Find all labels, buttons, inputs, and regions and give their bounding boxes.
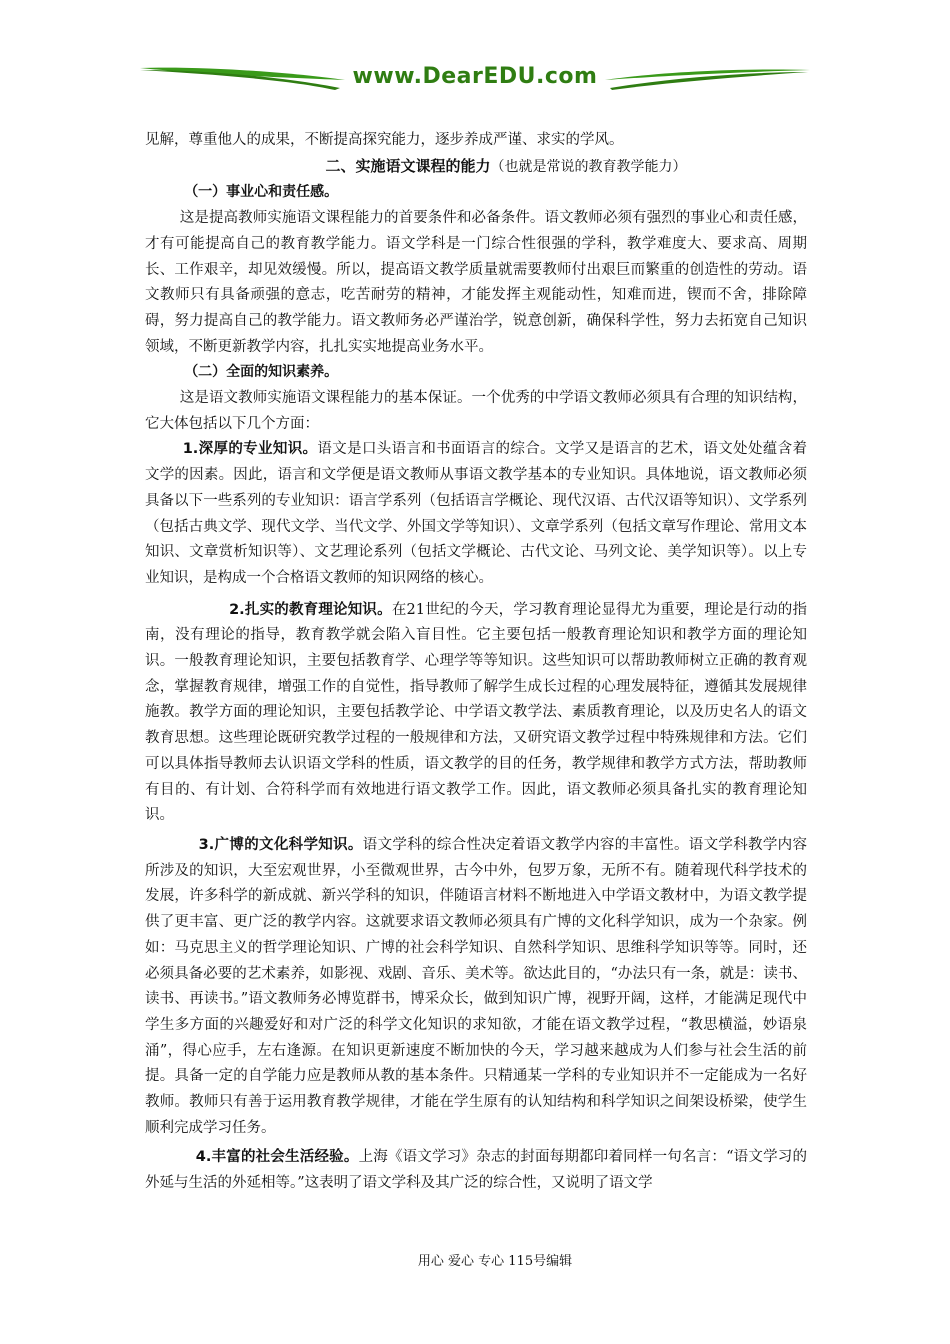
point-text: 上海《语文学习》杂志的封面每期都印着同样一句名言：“语文学习的外延与生活的外延相等。”这表明了语文学科及其广泛的综合性，又说明了语文学 bbox=[145, 1149, 807, 1192]
paragraph: 见解，尊重他人的成果，不断提高探究能力，逐步养成严谨、求实的学风。 bbox=[145, 132, 624, 148]
point-text: 语文学科的综合性决定着语文教学内容的丰富性。语文学科教学内容所涉及的知识，大至宏观世界，小至微观世界，古今中外，包罗万象，无所不有。随着现代科学技术的发展，许多科学的新成就、新兴学科的知识，伴随语言材料不断地进入中学语文教材中，为语文教学提供了更丰富、更广泛的教学内容。这就要求语文教师必须具有广博的文化科学知识，成为一个杂家。例如：马克思主义的哲学理论知识、广博的社会科学知识、自然科学知识、思维科学知识等等。同时，还必须具备必要的艺术素养，如影视、戏剧、音乐、美术等。欲达此目的，“办法只有一条，就是：读书、读书、再读书。”语文教师务必博览群书，博采众长，做到知识广博，视野开阔，这样，才能满足现代中学生多方面的兴趣爱好和对广泛的科学文化知识的求知欲，才能在语文教学过程，“教思横溢，妙语泉涌”，得心应手，左右逢源。在知识更新速度不断加快的今天，学习越来越成为人们参与社会生活的前提。具备一定的自学能力应是教师从教的基本条件。只精通某一学科的专业知识并不一定能成为一名好教师。教师只有善于运用教育教学规律，才能在学生原有的认知结构和科学知识之间架设桥梁，使学生顺利完成学习任务。 bbox=[145, 836, 807, 1136]
section-heading bbox=[145, 154, 807, 181]
site-header bbox=[140, 58, 810, 98]
point-title: 3.广博的文化科学知识。 bbox=[198, 836, 363, 853]
point-title: 2.扎实的教育理论知识。 bbox=[229, 601, 392, 618]
paragraph: 这是语文教师实施语文课程能力的基本保证。一个优秀的中学语文教师必须具有合理的知识结构，它大体包括以下几个方面： bbox=[145, 390, 807, 432]
heading-subtitle: （也就是常说的教育教学能力） bbox=[490, 158, 687, 175]
paragraph bbox=[145, 437, 807, 591]
subsection-title: （二）全面的知识素养。 bbox=[184, 364, 339, 381]
paragraph bbox=[145, 598, 807, 829]
point-text: 语文是口头语言和书面语言的综合。文学又是语言的艺术，语文处处蕴含着文学的因素。因此，语言和文学便是语文教师从事语文教学基本的专业知识。具体地说，语文教师必须具备以下一些系列的专业知识：语言学系列（包括语言学概论、现代汉语、古代汉语等知识）、文学系列（包括古典文学、现代文学、当代文学、外国文学等知识）、文章学系列（包括文章写作理论、常用文本知识、文章赏析知识等）、文艺理论系列（包括文学概论、古代文论、马列文论、美学知识等）。以上专业知识，是构成一个合格语文教师的知识网络的核心。 bbox=[145, 441, 807, 586]
point-title: 1.深厚的专业知识。 bbox=[182, 441, 318, 458]
point-title: 4.丰富的社会生活经验。 bbox=[195, 1149, 359, 1166]
point-text: 在21世纪的今天，学习教育理论显得尤为重要，理论是行动的指南，没有理论的指导，教育教学就会陷入盲目性。它主要包括一般教育理论知识和教学方面的理论知识。一般教育理论知识，主要包括教育学、心理学等等知识。这些知识可以帮助教师树立正确的教育观念，掌握教育规律，增强工作的自觉性，指导教师了解学生成长过程的心理发展特征，遵循其发展规律施教。教学方面的理论知识，主要包括教学论、中学语文教学法、素质教育理论，以及历史名人的语文教育思想。这些理论既研究教学过程的一般规律和方法，又研究语文教学过程中特殊规律和方法。它们可以具体指导教师去认识语文学科的性质，语文教学的目的任务，教学规律和教学方式方法，帮助教师有目的、有计划、合符科学而有效地进行语文教学工作。因此，语文教师必须具备扎实的教育理论知识。 bbox=[145, 601, 807, 824]
page-footer: 用心 爱心 专心 115号编辑 bbox=[417, 1254, 573, 1269]
heading-main: 二、实施语文课程的能力 bbox=[325, 156, 491, 175]
site-brand[interactable]: www.DearEDU.com bbox=[352, 64, 598, 89]
paragraph bbox=[145, 1145, 807, 1196]
paragraph: 这是提高教师实施语文课程能力的首要条件和必备条件。语文教师必须有强烈的事业心和责任感，才有可能提高自己的教育教学能力。语文学科是一门综合性很强的学科，教学难度大、要求高、周期长、工作艰辛，却见效缓慢。所以，提高语文教学质量就需要教师付出艰巨而繁重的创造性的劳动。语文教师只有具备顽强的意志，吃苦耐劳的精神，才能发挥主观能动性，知难而进，锲而不舍，排除障碍，努力提高自己的教学能力。语文教师务必严谨治学，锐意创新，确保科学性，努力去拓宽自己知识领域，不断更新教学内容，扎扎实实地提高业务水平。 bbox=[145, 210, 807, 355]
subsection-title: （一）事业心和责任感。 bbox=[184, 184, 339, 201]
document-body bbox=[145, 128, 807, 1197]
paragraph bbox=[145, 833, 807, 1141]
